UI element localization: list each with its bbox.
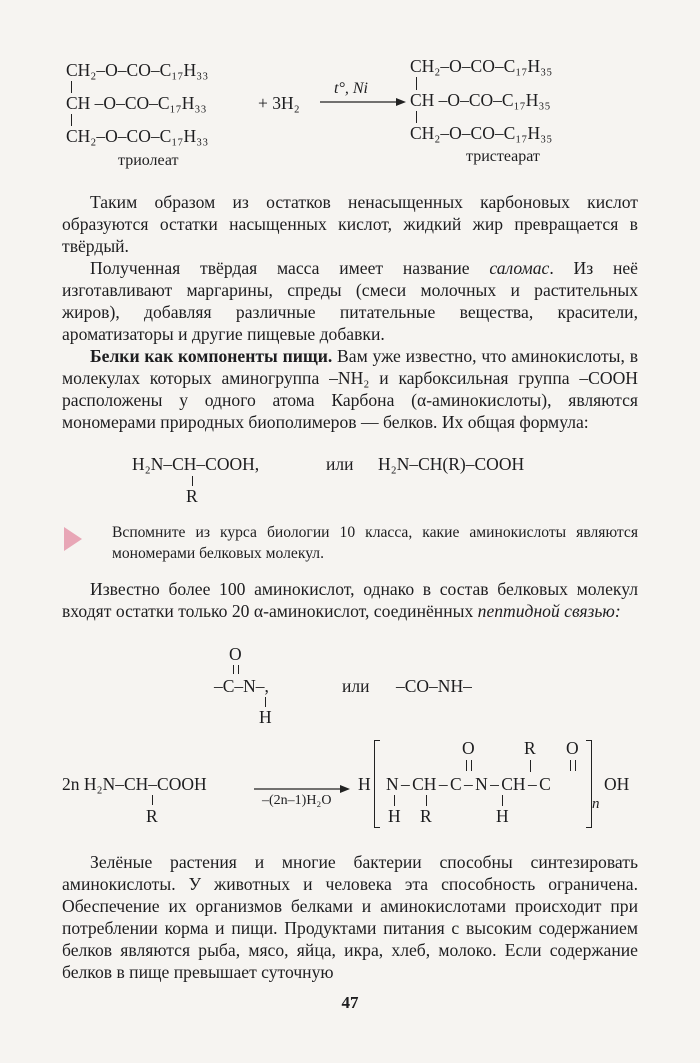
bond-line [416,77,417,90]
text-run: Полученная твёрдая масса имеет название [90,258,490,278]
bond-line [192,476,193,486]
paragraph-peptide [62,578,638,622]
peptide-group: –C–N–, [214,676,269,696]
bond-line [71,114,72,126]
reactant-radical: R [146,806,158,826]
double-bond [233,665,239,674]
backbone-hydrogen-1: H [388,806,401,826]
double-bond [466,760,472,771]
bond-line [265,697,266,707]
repeat-count: n [592,796,600,812]
side-chain-radical-top: R [524,738,536,758]
double-bond [570,760,576,771]
text-run: Вам уже известно, что аминокислоты, в молекулах которых аминогруппа –NH₂ и карбоксильная группа –COOH расположены у одного атома Карбона (α-аминокислоты), являются мономерами природных биополимеров — белков. Их общая формула: [62,346,638,432]
triolein-line-1: CH₂–O–CO–C₁₇H₃₃ [66,60,209,80]
bond-line [71,81,72,93]
formula-or: или [326,454,354,474]
reaction-condition: t°, Ni [334,80,368,97]
term-peptide-bond: пептидной связью: [477,601,621,621]
polypeptide-chain: N – CH – C – N – CH – C [386,774,551,794]
text-run: . Из неё изготавливают маргарины, спреды (смеси молочных и растительных жиров), добавляя различные питательные вещества, красители, ароматизаторы и другие пищевые добавки. [62,258,638,344]
formula-alternative: H₂N–CH(R)–COOH [378,454,525,474]
triolein-line-2: CH –O–CO–C₁₇H₃₃ [66,93,207,113]
water-elimination: –(2n–1)H₂O [262,793,332,808]
left-bracket [374,740,380,828]
tristearin-line-3: CH₂–O–CO–C₁₇H₃₅ [410,123,553,143]
bond-line [152,795,153,805]
right-bracket [586,740,592,828]
tristearin-label: тристеарат [466,148,540,165]
carbonyl-oxygen: O [229,644,242,664]
chain-end-hydroxyl: OH [604,774,630,794]
paragraph-proteins [62,345,638,433]
reaction-arrow [318,96,408,108]
backbone-radical: R [420,806,432,826]
bond-line [530,760,531,772]
carbonyl-oxygen-1: O [462,738,475,758]
tristearin-line-2: CH –O–CO–C₁₇H₃₅ [410,90,551,110]
hydrogen-reagent: + 3H₂ [258,93,300,113]
formula-radical: R [186,486,198,506]
reactant-amino-acid: 2n H₂N–CH–COOH [62,774,207,794]
formula-or: или [342,676,370,696]
body-text-block-2 [62,578,638,622]
bond-line [426,795,427,806]
triolein-label: триолеат [118,152,179,169]
section-heading: Белки как компоненты пищи. [90,346,333,366]
carbonyl-oxygen-2: O [566,738,579,758]
bond-line [416,111,417,123]
page-number: 47 [341,993,359,1012]
chain-start-hydrogen: H [358,774,371,794]
body-text-block-1 [62,191,638,433]
text-run: Известно более 100 аминокислот, однако в состав белковых молекул входят остатки только 20 α-аминокислот, соединённых [62,579,638,621]
backbone-hydrogen-2: H [496,806,509,826]
bond-line [394,795,395,806]
reminder-note: Вспомните из курса биологии 10 класса, какие аминокислоты являются мономерами белковых молекул. [112,524,638,562]
paragraph-synthesis: Зелёные растения и многие бактерии способны синтезировать аминокислоты. У животных и человека эта способность ограничена. Обеспечение их организмов белками и аминокислотами происходит при потреблении корма и пищи. Продуктами питания с высоким содержанием белков являются рыба, мясо, яйца, икра, хлеб, молоко. Если содержание белков в пище превышает суточную [62,852,638,982]
note-marker-icon [64,527,82,551]
peptide-alternative: –CO–NH– [396,676,472,696]
triolein-line-3: CH₂–O–CO–C₁₇H₃₃ [66,126,209,146]
paragraph-hydrogenation: Таким образом из остатков ненасыщенных карбоновых кислот образуются остатки насыщенных кислот, жидкий жир превращается в твёрдый. [62,192,638,256]
amide-hydrogen: H [259,707,272,727]
bond-line [502,795,503,806]
formula-main: H₂N–CH–COOH, [132,454,260,474]
body-text-block-3 [62,851,638,983]
term-salomas: саломас [489,258,550,278]
tristearin-line-1: CH₂–O–CO–C₁₇H₃₅ [410,56,553,76]
paragraph-salomas [62,257,638,345]
